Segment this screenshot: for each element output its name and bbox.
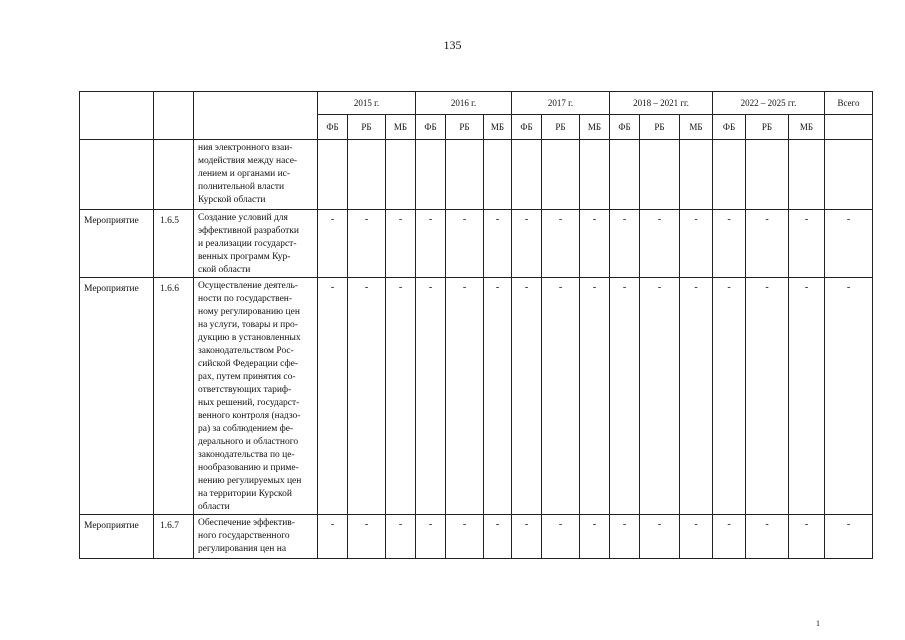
row-value: - <box>348 278 386 515</box>
header-year: 2015 г. <box>318 92 416 115</box>
row-value: - <box>746 515 789 559</box>
header-type <box>80 92 154 140</box>
row-value: - <box>318 210 348 278</box>
row-type: Мероприятие <box>80 210 154 278</box>
header-budget-fb: ФБ <box>318 115 348 140</box>
table-row <box>80 515 873 559</box>
row-value: - <box>680 515 713 559</box>
row-value: - <box>680 278 713 515</box>
row-value: - <box>446 515 484 559</box>
footer-mark: 1 <box>816 619 820 628</box>
row-value <box>318 140 348 210</box>
header-budget-mb: МБ <box>386 115 416 140</box>
row-total: - <box>825 278 873 515</box>
row-type: Мероприятие <box>80 515 154 559</box>
header-budget-rb: РБ <box>746 115 789 140</box>
header-total-blank <box>825 115 873 140</box>
row-value: - <box>542 515 580 559</box>
row-value: - <box>789 210 825 278</box>
row-value: - <box>789 278 825 515</box>
row-value: - <box>484 515 512 559</box>
header-budget-fb: ФБ <box>512 115 542 140</box>
header-budget-fb: ФБ <box>713 115 746 140</box>
row-value: - <box>318 515 348 559</box>
row-value: - <box>640 210 680 278</box>
row-total: - <box>825 210 873 278</box>
row-value: - <box>580 210 610 278</box>
row-value <box>446 140 484 210</box>
header-budget-mb: МБ <box>680 115 713 140</box>
row-total: - <box>825 515 873 559</box>
row-code: 1.6.7 <box>154 515 194 559</box>
row-value: - <box>386 278 416 515</box>
row-value: - <box>512 278 542 515</box>
row-value: - <box>348 210 386 278</box>
row-value: - <box>348 515 386 559</box>
row-value <box>789 140 825 210</box>
table-row <box>80 278 873 515</box>
row-name: Осуществление деятель- ности по государствен- ному регулированию цен на услуги, товары и про- дукцию в установленных законодательством Рос- сийской Федерации сфе- рах, путем принятия со- ответствующих тариф- ных решений, государст- венного контроля (надзо- ра) за соблюдением фе- дерального и областного законодательства по це- нообразованию и приме- нению регулируемых цен на территории Курской области <box>194 278 318 515</box>
header-year: 2018 – 2021 гг. <box>610 92 713 115</box>
row-value: - <box>386 515 416 559</box>
row-value <box>542 140 580 210</box>
row-value: - <box>610 210 640 278</box>
row-value: - <box>713 278 746 515</box>
row-value: - <box>542 210 580 278</box>
row-name: Обеспечение эффектив- ного государственного регулирования цен на <box>194 515 318 559</box>
page-number: 135 <box>443 38 462 52</box>
row-value: - <box>484 278 512 515</box>
table-row <box>80 140 873 210</box>
row-value: - <box>446 278 484 515</box>
row-value: - <box>446 210 484 278</box>
row-value <box>610 140 640 210</box>
row-value: - <box>318 278 348 515</box>
row-value: - <box>640 515 680 559</box>
header-year: 2016 г. <box>416 92 512 115</box>
row-value: - <box>512 515 542 559</box>
header-budget-rb: РБ <box>640 115 680 140</box>
row-value: - <box>416 515 446 559</box>
header-budget-mb: МБ <box>580 115 610 140</box>
row-value: - <box>580 278 610 515</box>
header-budget-fb: ФБ <box>416 115 446 140</box>
row-name: Создание условий для эффективной разработки и реализации государст- венных программ Кур- ской области <box>194 210 318 278</box>
row-value: - <box>512 210 542 278</box>
row-value: - <box>484 210 512 278</box>
row-value <box>713 140 746 210</box>
row-value <box>512 140 542 210</box>
header-budget-mb: МБ <box>484 115 512 140</box>
header-budget-rb: РБ <box>348 115 386 140</box>
row-code: 1.6.6 <box>154 278 194 515</box>
header-budget-mb: МБ <box>789 115 825 140</box>
header-year: 2017 г. <box>512 92 610 115</box>
row-code <box>154 140 194 210</box>
row-value: - <box>746 210 789 278</box>
header-total: Всего <box>825 92 873 115</box>
row-value: - <box>713 515 746 559</box>
row-value <box>640 140 680 210</box>
row-value <box>680 140 713 210</box>
header-budget-rb: РБ <box>542 115 580 140</box>
row-total <box>825 140 873 210</box>
row-value: - <box>746 278 789 515</box>
header-budget-rb: РБ <box>446 115 484 140</box>
table-body <box>80 140 873 559</box>
row-value: - <box>542 278 580 515</box>
row-value: - <box>680 210 713 278</box>
row-value <box>348 140 386 210</box>
table-row <box>80 210 873 278</box>
row-value <box>746 140 789 210</box>
row-value: - <box>416 210 446 278</box>
row-value <box>484 140 512 210</box>
row-value <box>386 140 416 210</box>
row-type: Мероприятие <box>80 278 154 515</box>
row-value: - <box>713 210 746 278</box>
row-value <box>416 140 446 210</box>
header-name <box>194 92 318 140</box>
row-value: - <box>640 278 680 515</box>
budget-table <box>79 91 873 559</box>
header-budget-fb: ФБ <box>610 115 640 140</box>
row-name: ния электронного взаи- модействия между насе- лением и органами ис- полнительной власти Курской области <box>194 140 318 210</box>
row-type <box>80 140 154 210</box>
row-value: - <box>580 515 610 559</box>
header-code <box>154 92 194 140</box>
row-value: - <box>386 210 416 278</box>
row-value: - <box>416 278 446 515</box>
row-value: - <box>610 515 640 559</box>
row-value: - <box>789 515 825 559</box>
row-code: 1.6.5 <box>154 210 194 278</box>
header-year: 2022 – 2025 гг. <box>713 92 825 115</box>
row-value <box>580 140 610 210</box>
header-row-years <box>80 92 873 115</box>
row-value: - <box>610 278 640 515</box>
